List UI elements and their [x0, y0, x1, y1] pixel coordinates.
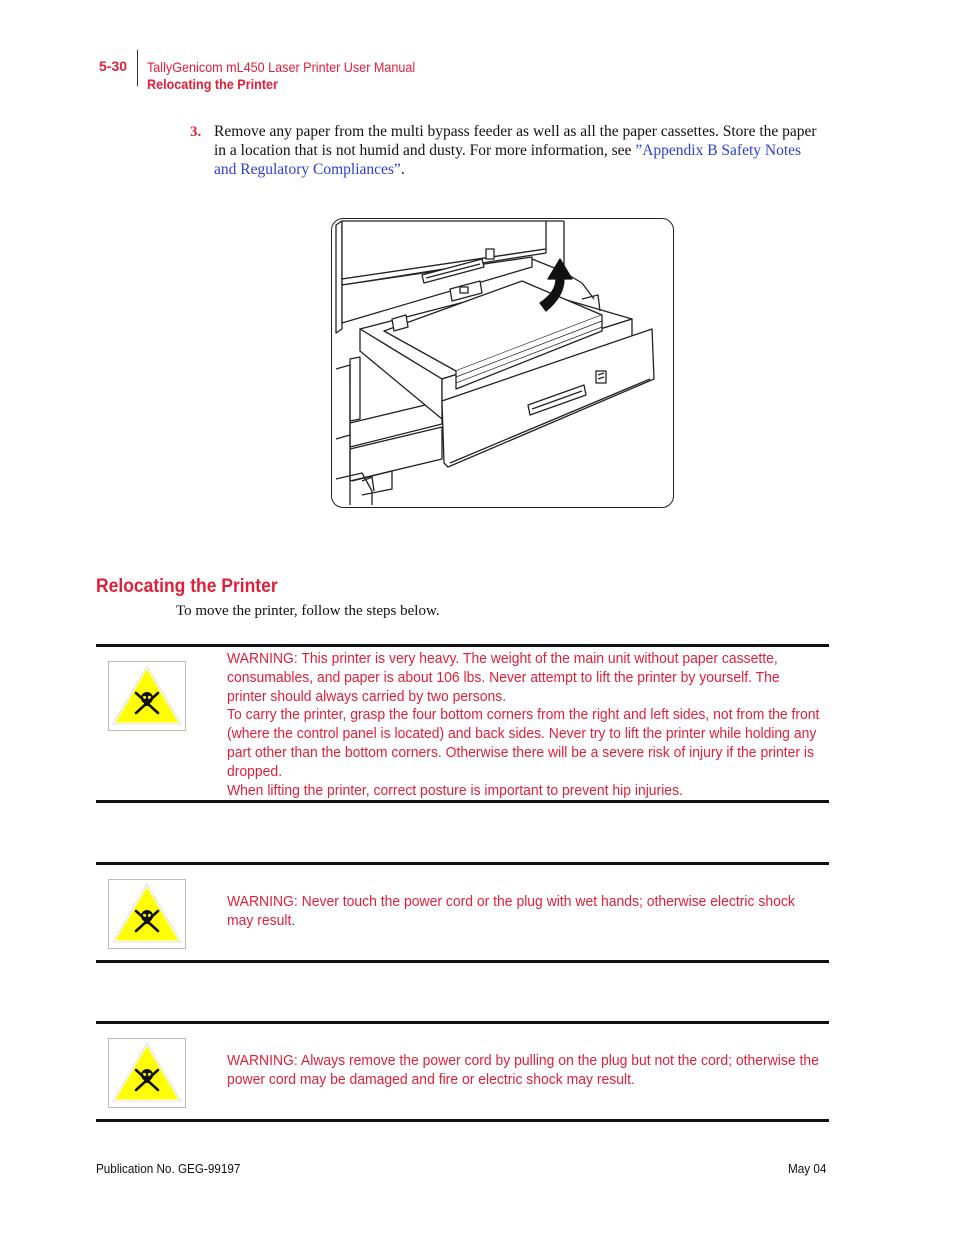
warning-line: To carry the printer, grasp the four bottom corners from the right and left sides, not from the front (where the control panel is located) and back sides. Never try to lift the printer while holding any part other than the bottom corners. Otherwise there will be a severe risk of injury if the printer is dropped. [227, 706, 820, 780]
warning-box-weight [96, 644, 829, 803]
section-heading: Relocating the Printer [96, 576, 278, 597]
publication-number: Publication No. GEG-99197 [96, 1161, 241, 1176]
skull-crossbones-warning-icon [108, 661, 186, 731]
publication-date: May 04 [788, 1161, 827, 1176]
page-number: 5-30 [99, 58, 128, 74]
step-text [214, 122, 818, 179]
appendix-b-link[interactable]: ”Appendix B Safety Notes and Regulatory Compliances” [214, 142, 802, 178]
warning-text-power-cord [227, 1052, 822, 1090]
step-text-body: Remove any paper from the multi bypass feeder as well as all the paper cassettes. Store the paper in a location that is not humid and dusty. For more information, see [214, 123, 817, 159]
header-section-title: Relocating the Printer [147, 76, 278, 92]
paper-cassette-illustration [331, 218, 674, 508]
warning-line: When lifting the printer, correct posture is important to prevent hip injuries. [227, 781, 683, 799]
warning-box-wet-hands [96, 862, 829, 963]
section-intro: To move the printer, follow the steps below. [176, 603, 440, 619]
manual-title: TallyGenicom mL450 Laser Printer User Manual [147, 59, 416, 75]
warning-text-weight [227, 650, 822, 800]
warning-line: WARNING: This printer is very heavy. The weight of the main unit without paper cassette, consumables, and paper is about 106 lbs. Never attempt to lift the printer by yourself. The printer should always carried by two persons. [227, 650, 780, 705]
step-number: 3. [190, 124, 202, 140]
warning-line: WARNING: Always remove the power cord by pulling on the plug but not the cord; otherwise the power cord may be damaged and fire or electric shock may result. [227, 1052, 819, 1088]
warning-box-power-cord [96, 1021, 829, 1122]
header-divider [137, 50, 138, 86]
skull-crossbones-warning-icon [108, 1038, 186, 1108]
warning-line: WARNING: Never touch the power cord or the plug with wet hands; otherwise electric shock may result. [227, 893, 795, 929]
skull-crossbones-warning-icon [108, 879, 186, 949]
step-text-end: . [400, 161, 405, 178]
warning-text-wet-hands [227, 893, 822, 931]
